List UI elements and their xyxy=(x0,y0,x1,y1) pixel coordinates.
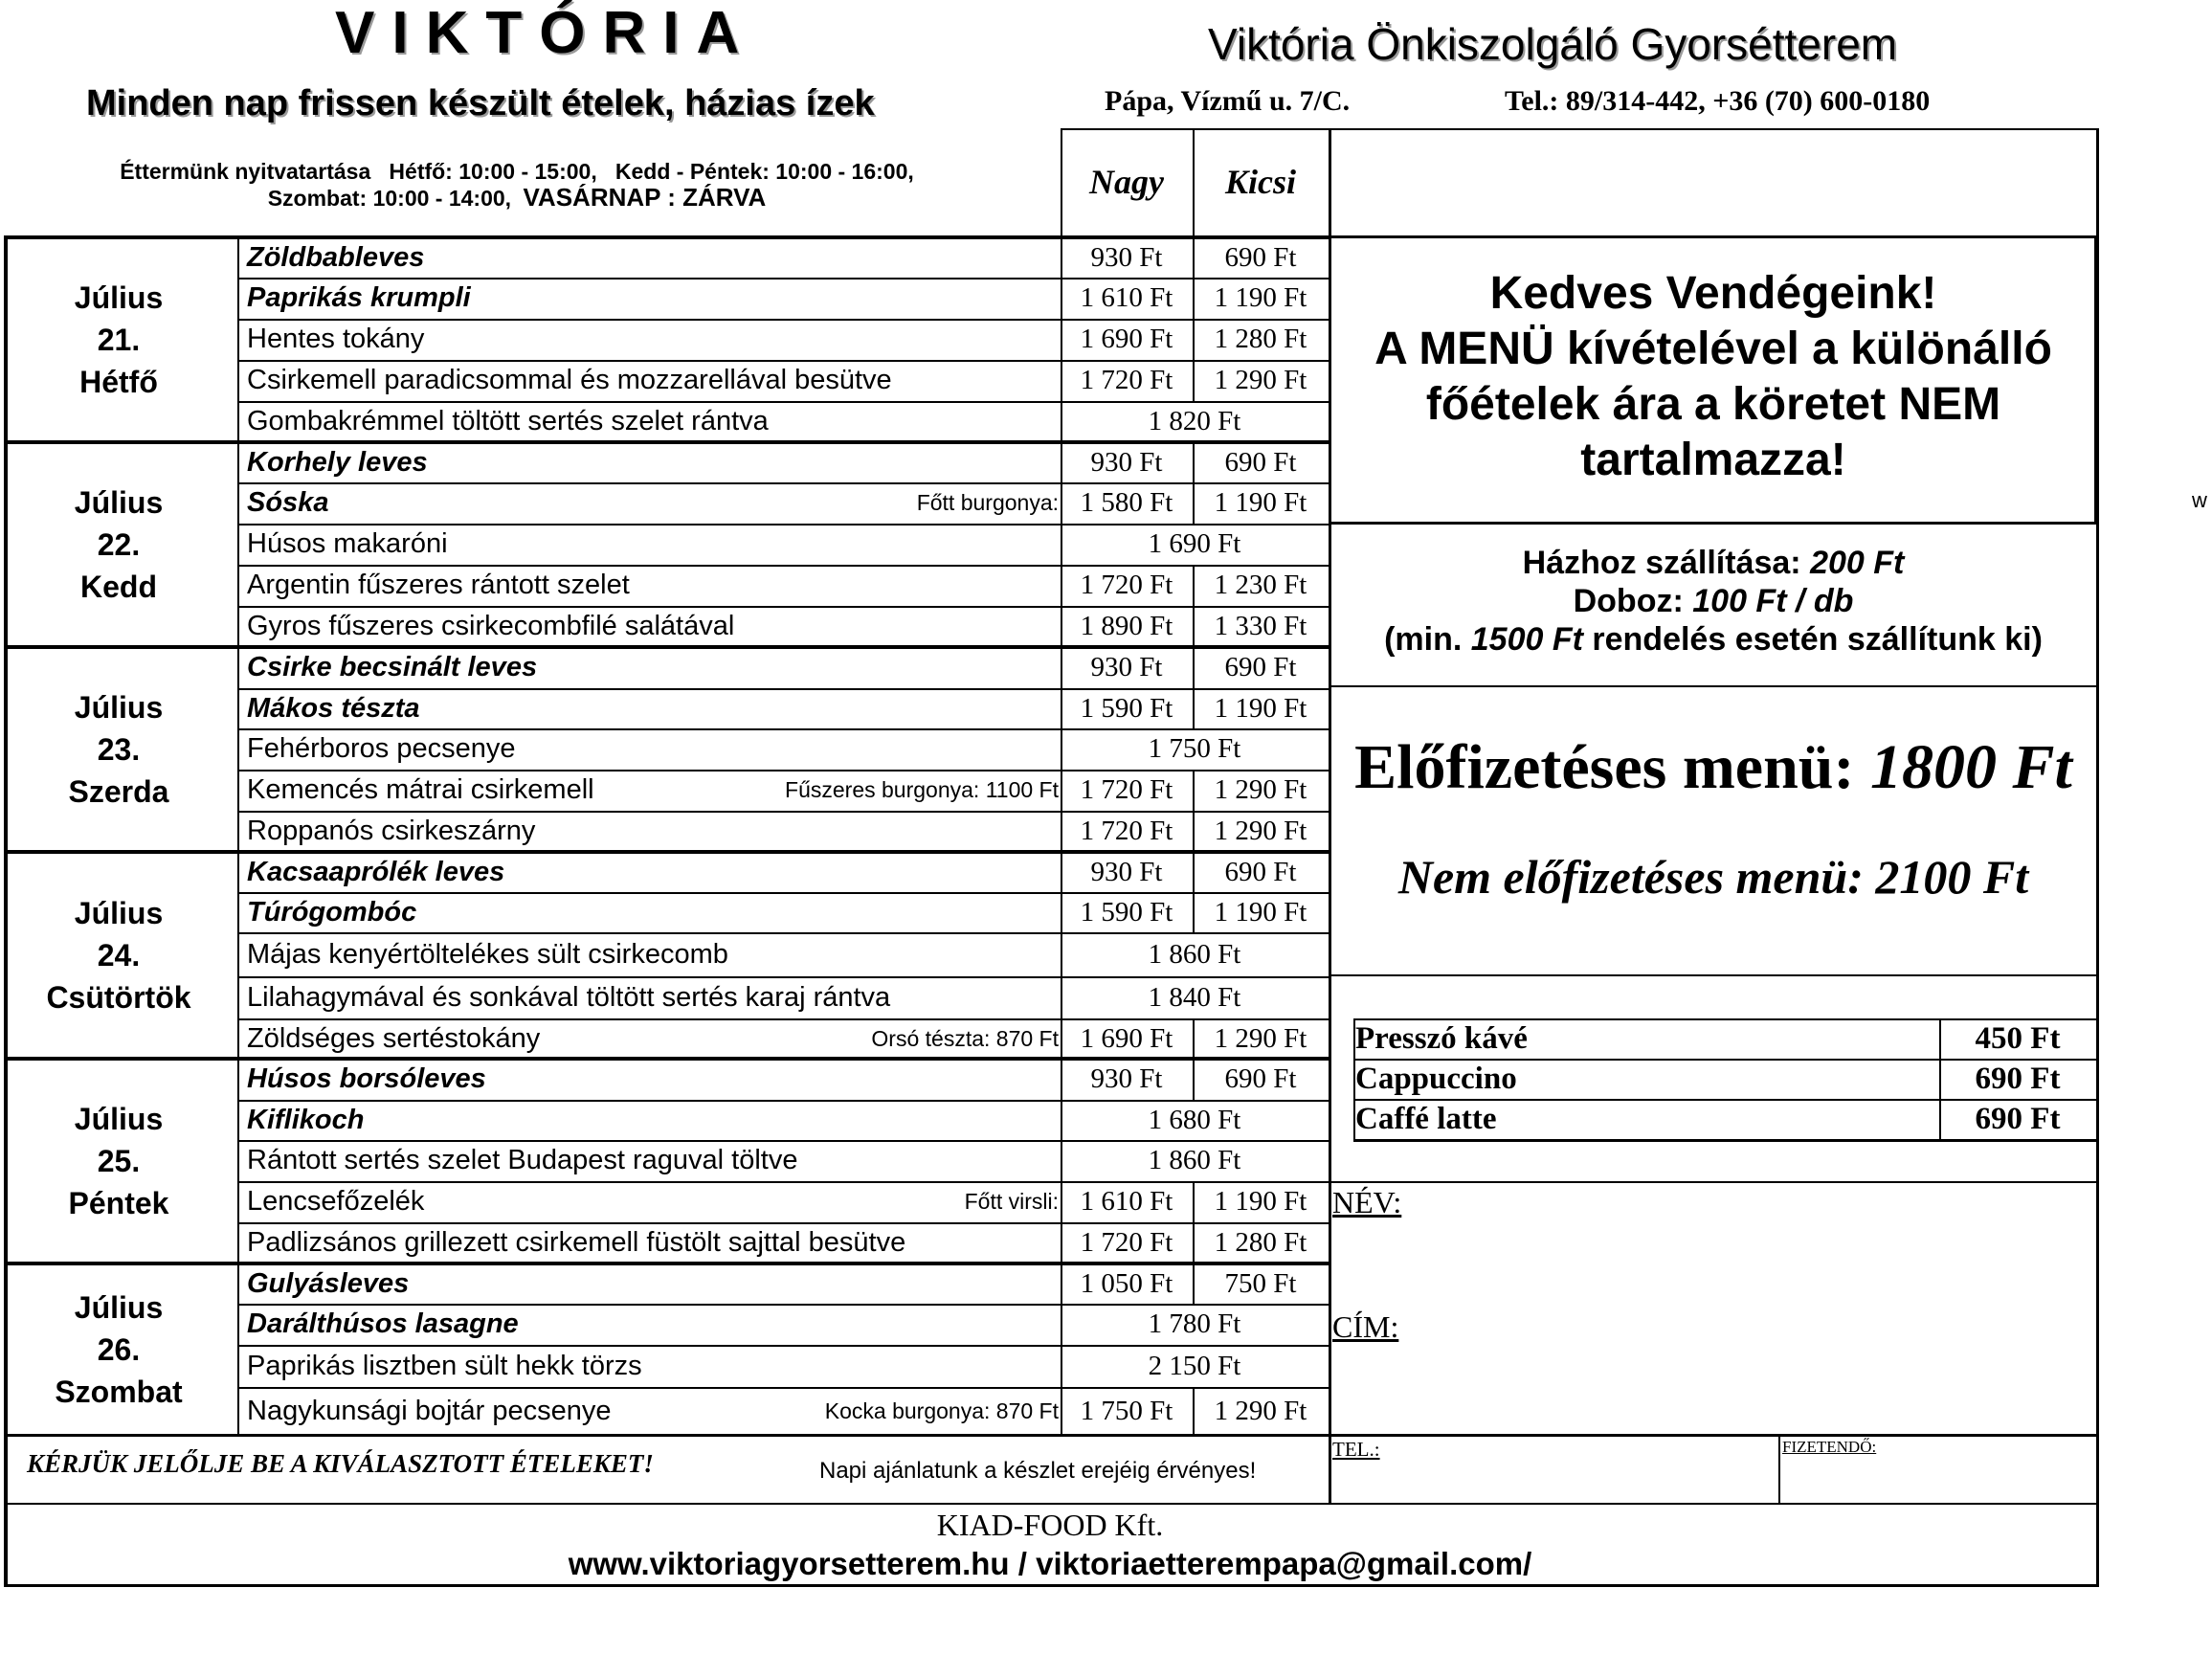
price-divider xyxy=(1193,442,1195,482)
day-column-divider xyxy=(237,237,239,1436)
price-divider xyxy=(1193,1181,1195,1222)
dish-name: Nagykunsági bojtár pecsenye xyxy=(247,1396,612,1426)
dish-name: Argentin fűszeres rántott szelet xyxy=(247,570,630,600)
dish-name: Húsos borsóleves xyxy=(247,1063,486,1094)
coffee-row-line xyxy=(1353,1018,2096,1020)
right-panel-left-border xyxy=(1329,128,1331,1503)
saturday-hours: Szombat: 10:00 - 14:00, xyxy=(267,186,512,211)
dish-name: Zöldbableves xyxy=(247,241,425,273)
price-divider xyxy=(1193,482,1195,524)
row-divider xyxy=(237,1181,1329,1183)
opening-hours-line2 xyxy=(86,184,948,215)
dish-name: Májas kenyértöltelékes sült csirkecomb xyxy=(247,938,728,970)
dish-name: Darálthúsos lasagne xyxy=(247,1308,519,1339)
order-form-divider xyxy=(1778,1436,1780,1503)
notice-line4: tartalmazza! xyxy=(1580,435,1846,485)
price-small: 1 330 Ft xyxy=(1214,611,1307,641)
price-divider xyxy=(1193,319,1195,360)
day-label xyxy=(4,892,234,1018)
dish-name: Gyros fűszeres csirkecombfilé salátával xyxy=(247,611,735,641)
row-divider xyxy=(237,1345,1329,1347)
header-top-border xyxy=(1061,128,2098,130)
dish-name: Paprikás lisztben sült hekk törzs xyxy=(247,1350,642,1381)
row-divider xyxy=(237,770,1329,771)
notice-line2: A MENÜ kívételével a különálló xyxy=(1374,324,2052,374)
side-dish-note: Főtt burgonya: xyxy=(916,490,1059,515)
price-large: 1 610 Ft xyxy=(1080,282,1173,313)
price-divider xyxy=(1193,688,1195,728)
dish-name: Sóska xyxy=(247,487,329,518)
day-weekday: Szerda xyxy=(68,774,169,809)
price-small: 1 190 Ft xyxy=(1214,896,1307,928)
row-divider xyxy=(237,319,1329,321)
dish-name: Hentes tokány xyxy=(247,324,425,354)
coffee-row-line xyxy=(1353,1099,2096,1101)
price-divider xyxy=(1193,892,1195,932)
price-small: 1 190 Ft xyxy=(1214,487,1307,518)
dish-name: Lilahagymával és sonkával töltött sertés karaj rántva xyxy=(247,981,891,1013)
price-small: 1 290 Ft xyxy=(1214,816,1307,846)
dish-name: Csirke becsinált leves xyxy=(247,652,538,682)
column-header-small: Kicsi xyxy=(1224,163,1296,201)
price-divider xyxy=(1193,1387,1195,1436)
minimum-order: (min. 1500 Ft rendelés esetén szállítunk ki) xyxy=(1384,621,2043,658)
day-month: Július xyxy=(74,1102,164,1136)
price-single: 1 860 Ft xyxy=(1148,1145,1241,1175)
order-phone-field[interactable] xyxy=(1332,1436,1778,1503)
price-single: 1 840 Ft xyxy=(1148,981,1241,1013)
row-divider xyxy=(237,976,1329,978)
row-divider xyxy=(237,401,1329,403)
price-single: 1 820 Ft xyxy=(1148,406,1241,436)
day-block-border xyxy=(4,850,1329,854)
day-date: 25. xyxy=(97,1144,141,1178)
price-single: 1 860 Ft xyxy=(1148,938,1241,970)
price-small: 1 290 Ft xyxy=(1214,1022,1307,1054)
day-month: Július xyxy=(74,896,164,930)
price-single: 1 680 Ft xyxy=(1148,1104,1241,1135)
price-divider xyxy=(1193,770,1195,811)
row-divider xyxy=(237,565,1329,567)
validity-note: Napi ajánlatunk a készlet erejéig érvényes! xyxy=(819,1458,1257,1484)
notice-box-right xyxy=(2094,237,2098,525)
phone: Tel.: 89/314-442, +36 (70) 600-0180 xyxy=(1505,85,1931,117)
row-divider xyxy=(237,728,1329,730)
price-large: 1 610 Ft xyxy=(1080,1186,1173,1217)
large-column-divider xyxy=(1061,128,1062,1436)
day-month: Július xyxy=(74,1290,164,1325)
order-payable-label: FIZETENDŐ: xyxy=(1782,1438,1877,1456)
price-small: 1 280 Ft xyxy=(1214,324,1307,354)
price-large: 930 Ft xyxy=(1090,856,1163,887)
coffee-name: Presszó kávé xyxy=(1355,1020,1528,1056)
dish-name: Kemencés mátrai csirkemell xyxy=(247,774,594,805)
day-date: 24. xyxy=(97,938,141,973)
dish-name: Roppanós csirkeszárny xyxy=(247,816,536,846)
dish-name: Kiflikoch xyxy=(247,1104,365,1135)
price-large: 1 720 Ft xyxy=(1080,570,1173,600)
row-divider xyxy=(237,524,1329,525)
dish-name: Csirkemell paradicsommal és mozzarellával besütve xyxy=(247,365,892,395)
price-single: 1 750 Ft xyxy=(1148,733,1241,764)
selection-instruction: KÉRJÜK JELŐLJE BE A KIVÁLASZTOTT ÉTELEKET! xyxy=(27,1449,654,1478)
price-divider xyxy=(1193,647,1195,688)
side-dish-note: Fűszeres burgonya: 1100 Ft xyxy=(785,777,1059,802)
price-divider xyxy=(1193,278,1195,319)
opening-hours-line1: Éttermünk nyitvatartása Hétfő: 10:00 - 15:00, Kedd - Péntek: 10:00 - 16:00, xyxy=(120,159,914,184)
side-dish-note: Kocka burgonya: 870 Ft xyxy=(824,1398,1059,1423)
price-large: 1 720 Ft xyxy=(1080,1227,1173,1258)
contact-line[interactable]: www.viktoriagyorsetterem.hu / viktoriaetterempapa@gmail.com/ xyxy=(568,1546,1532,1581)
day-date: 22. xyxy=(97,527,141,562)
dish-name: Lencsefőzelék xyxy=(247,1186,425,1217)
price-large: 1 580 Ft xyxy=(1080,487,1173,518)
company-name: KIAD-FOOD Kft. xyxy=(936,1508,1164,1542)
day-block-border xyxy=(4,1262,1329,1265)
dish-name: Padlizsános grillezett csirkemell füstölt sajttal besütve xyxy=(247,1227,906,1258)
coffee-price-divider xyxy=(1939,1018,1941,1139)
price-large: 1 750 Ft xyxy=(1080,1396,1173,1426)
price-large: 1 890 Ft xyxy=(1080,611,1173,641)
coffee-name: Cappuccino xyxy=(1355,1061,1517,1096)
dish-name: Gombakrémmel töltött sertés szelet rántva xyxy=(247,406,769,436)
row-divider xyxy=(237,1304,1329,1306)
price-small: 690 Ft xyxy=(1224,446,1297,478)
price-large: 930 Ft xyxy=(1090,446,1163,478)
coffee-price: 690 Ft xyxy=(1975,1101,2061,1136)
day-label xyxy=(4,277,234,403)
day-label xyxy=(4,481,234,608)
notice-box-bottom xyxy=(1329,522,2098,525)
price-small: 690 Ft xyxy=(1224,652,1297,682)
price-small: 1 190 Ft xyxy=(1214,282,1307,313)
row-divider xyxy=(237,606,1329,608)
price-divider xyxy=(1193,1059,1195,1100)
restaurant-name: Viktória Önkiszolgáló Gyorsétterem xyxy=(1208,19,1898,69)
day-label xyxy=(4,1286,234,1413)
day-month: Július xyxy=(74,690,164,725)
day-weekday: Szombat xyxy=(55,1375,183,1409)
price-large: 1 690 Ft xyxy=(1080,1022,1173,1054)
coffee-left-border xyxy=(1353,1018,1355,1139)
small-header-divider xyxy=(1193,128,1195,237)
price-divider xyxy=(1193,237,1195,278)
price-large: 1 720 Ft xyxy=(1080,816,1173,846)
order-address-field[interactable] xyxy=(1436,1308,2096,1432)
footer-bottom-border xyxy=(4,1584,2098,1587)
order-name-label: NÉV: xyxy=(1332,1185,1402,1219)
price-large: 930 Ft xyxy=(1090,1063,1163,1094)
dish-name: Paprikás krumpli xyxy=(247,282,471,313)
price-large: 930 Ft xyxy=(1090,241,1163,273)
day-date: 26. xyxy=(97,1332,141,1367)
price-divider xyxy=(1193,1263,1195,1304)
row-divider xyxy=(237,811,1329,813)
price-small: 690 Ft xyxy=(1224,856,1297,887)
edge-mark: w xyxy=(2192,488,2207,512)
price-large: 1 050 Ft xyxy=(1080,1267,1173,1299)
row-divider xyxy=(237,1100,1329,1102)
day-date: 21. xyxy=(97,323,141,357)
side-dish-note: Orsó tészta: 870 Ft xyxy=(871,1025,1059,1051)
price-single: 1 690 Ft xyxy=(1148,528,1241,559)
table-bottom-border xyxy=(4,1434,2096,1437)
day-month: Július xyxy=(74,280,164,315)
price-large: 1 720 Ft xyxy=(1080,365,1173,395)
price-large: 1 590 Ft xyxy=(1080,692,1173,724)
coffee-price: 690 Ft xyxy=(1975,1061,2061,1096)
dish-name: Fehérboros pecsenye xyxy=(247,733,516,764)
price-divider xyxy=(1193,565,1195,606)
box-fee: Doboz: 100 Ft / db xyxy=(1573,583,1854,619)
price-small: 1 190 Ft xyxy=(1214,692,1307,724)
column-header-large: Nagy xyxy=(1089,163,1164,201)
day-weekday: Kedd xyxy=(80,570,157,604)
dish-name: Kacsaaprólék leves xyxy=(247,856,505,887)
notice-box xyxy=(1330,266,2096,488)
order-payable-field[interactable] xyxy=(1780,1436,2096,1503)
dish-name: Túrógombóc xyxy=(247,896,417,928)
dish-name: Húsos makaróni xyxy=(247,528,448,559)
notice-line3: főételek ára a köretet NEM xyxy=(1425,379,2001,430)
row-divider xyxy=(237,688,1329,690)
day-weekday: Hétfő xyxy=(79,365,158,399)
dish-name: Gulyásleves xyxy=(247,1267,410,1299)
day-block-border xyxy=(4,1057,1329,1061)
order-phone-label: TEL.: xyxy=(1332,1438,1380,1461)
brand-title: VIKTÓRIA xyxy=(335,0,757,66)
coffee-price: 450 Ft xyxy=(1975,1020,2061,1056)
coffee-name: Caffé latte xyxy=(1355,1101,1497,1136)
side-dish-note: Főtt virsli: xyxy=(964,1189,1059,1214)
price-small: 690 Ft xyxy=(1224,1063,1297,1094)
footer-divider xyxy=(4,1503,2098,1505)
coffee-section-bottom xyxy=(1329,1181,2098,1183)
price-large: 1 590 Ft xyxy=(1080,896,1173,928)
day-label xyxy=(4,686,234,813)
row-divider xyxy=(237,278,1329,280)
price-small: 1 280 Ft xyxy=(1214,1227,1307,1258)
price-large: 1 690 Ft xyxy=(1080,324,1173,354)
price-small: 1 230 Ft xyxy=(1214,570,1307,600)
day-label xyxy=(4,1098,234,1224)
dish-name: Mákos tészta xyxy=(247,692,420,724)
outer-left-border xyxy=(4,235,8,1587)
price-large: 930 Ft xyxy=(1090,652,1163,682)
day-block-border xyxy=(4,645,1329,649)
price-small: 1 290 Ft xyxy=(1214,774,1307,805)
coffee-row-line xyxy=(1353,1139,2096,1142)
header-bottom-border xyxy=(4,235,2098,238)
row-divider xyxy=(237,1018,1329,1020)
day-date: 23. xyxy=(97,732,141,767)
dish-name: Korhely leves xyxy=(247,446,428,478)
nonsubscription-menu-price: Nem előfizetéses menü: 2100 Ft xyxy=(1397,850,2029,904)
row-divider xyxy=(237,932,1329,934)
price-divider xyxy=(1193,360,1195,401)
delivery-bottom xyxy=(1329,685,2098,687)
row-divider xyxy=(237,360,1329,362)
day-month: Július xyxy=(74,485,164,520)
price-small: 690 Ft xyxy=(1224,241,1297,273)
price-large: 1 720 Ft xyxy=(1080,774,1173,805)
day-weekday: Péntek xyxy=(68,1186,169,1220)
order-name-field[interactable] xyxy=(1436,1183,2096,1308)
price-single: 2 150 Ft xyxy=(1148,1350,1241,1381)
row-divider xyxy=(237,892,1329,894)
price-divider xyxy=(1193,606,1195,647)
row-divider xyxy=(237,1387,1329,1389)
day-weekday: Csütörtök xyxy=(46,980,191,1015)
notice-line1: Kedves Vendégeink! xyxy=(1489,268,1937,319)
menu-offer-bottom xyxy=(1329,974,2098,976)
price-divider xyxy=(1193,811,1195,852)
dish-name: Rántott sertés szelet Budapest raguval töltve xyxy=(247,1145,798,1175)
address: Pápa, Vízmű u. 7/C. xyxy=(1105,85,1351,117)
price-small: 1 190 Ft xyxy=(1214,1186,1307,1217)
row-divider xyxy=(237,1222,1329,1224)
price-small: 750 Ft xyxy=(1224,1267,1297,1299)
subscription-menu-price: Előfizetéses menü: 1800 Ft xyxy=(1354,732,2072,802)
price-divider xyxy=(1193,1018,1195,1059)
price-single: 1 780 Ft xyxy=(1148,1308,1241,1339)
day-block-border xyxy=(4,440,1329,444)
row-divider xyxy=(237,1140,1329,1142)
dish-name: Zöldséges sertéstokány xyxy=(247,1022,541,1054)
coffee-row-line xyxy=(1353,1059,2096,1061)
price-small: 1 290 Ft xyxy=(1214,1396,1307,1426)
price-divider xyxy=(1193,1222,1195,1263)
price-small: 1 290 Ft xyxy=(1214,365,1307,395)
row-divider xyxy=(237,482,1329,484)
tagline: Minden nap frissen készült ételek, házias ízek xyxy=(86,83,875,123)
sunday-closed: VASÁRNAP : ZÁRVA xyxy=(523,183,767,212)
order-address-label: CÍM: xyxy=(1332,1309,1399,1344)
delivery-fee: Házhoz szállítása: 200 Ft xyxy=(1522,545,1905,581)
price-divider xyxy=(1193,852,1195,892)
delivery-info xyxy=(1330,544,2096,659)
